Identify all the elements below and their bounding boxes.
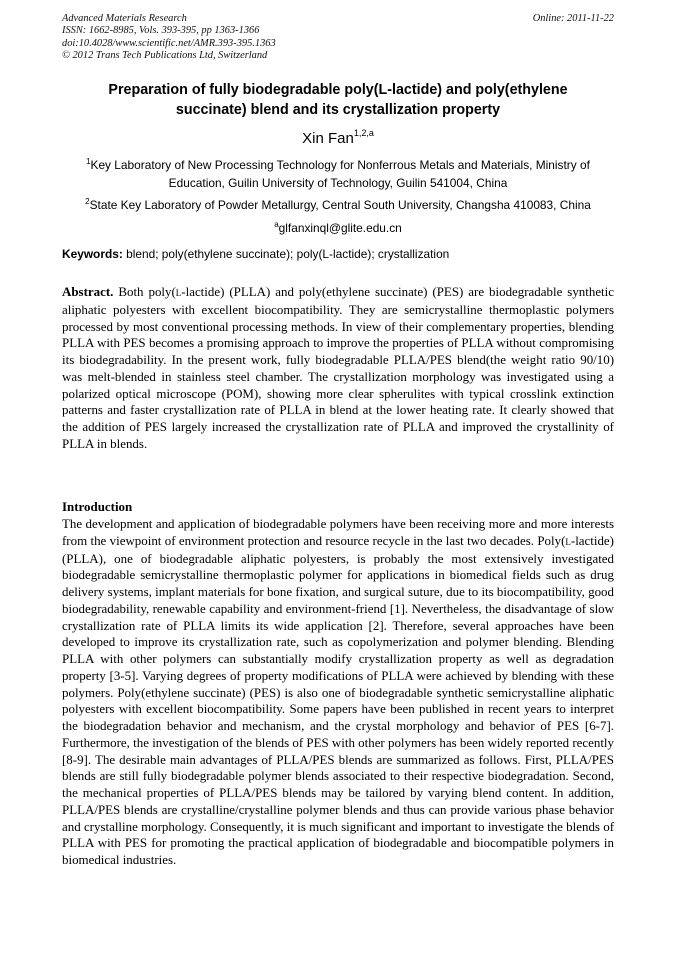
keywords-label: Keywords:: [62, 247, 123, 261]
paper-title: [62, 80, 614, 120]
author-name: Xin Fan: [302, 130, 354, 147]
abstract-text: -lactide) (PLLA) and poly(ethylene succinate) (PES) are biodegradable synthetic aliphatic polyesters with excellent biocompatibility. They are semicrystalline thermoplastic polymers processed by most conventional processing methods. In view of their complementary properties, blending PLLA with PES becomes a promising approach to improve the properties of PLLA without compromising its biodegradability. In the present work, fully biodegradable PLLA/PES blend(the weight ratio 90/10) was melt-blended in stainless steel chamber. The crystallization morphology was investigated using a polarized optical microscope (POM), showing more clear spherulites with typical crosslink extinction patterns and faster crystallization rate of PLLA in blend at the lower heating rate. It clearly showed that the addition of PES largely increased the crystallization rate of PLLA and improved the crystallinity of PLLA in blends.: [62, 284, 614, 451]
keywords: [62, 246, 614, 262]
abstract-text-pre: Both poly(: [118, 284, 176, 299]
introduction-text-2: -lactide) (PLLA), one of biodegradable aliphatic polyesters, is probably the most extensively investigated biodegradable semicrystalline thermoplastic polymer for applications in biomedical fields such as drug delivery systems, implant materials for bone fixation, and surgical suture, due to its biocompatibility, good biodegradability, renewable capability and environment-friend [1]. Nevertheless, the disadvantage of slow crystallization rate of PLLA limits its wide application [2]. Therefore, several approaches have been developed to improve its crystallization rate, such as copolymerization and polymer blending. Blending PLLA with other polymers can substantially modify crystallization property as well as degradation property [3-5]. Varying degrees of property modifications of PLLA were achieved by blending with these polymers. Poly(ethylene succinate) (PES) is also one of biodegradable synthetic semicrystalline aliphatic polyesters with excellent biocompatibility. Some papers have been published in recent years to interpret the biodegradation behavior and mechanism, and the crystal morphology and behavior of PES [6-7]. Furthermore, the investigation of the blends of PES with other polymers has been widely reported recently [8-9]. The desirable main advantages of PLLA/PES blends are summarized as follows. First, PLLA/PES blends are still fully biodegradable polymer blends associated to their respective biodegradation. Second, the mechanical properties of PLLA/PES blends may be tailored by varying blend content. In addition, PLLA/PES blends are crystalline/crystalline polymer blends and thus can provide various phase behavior and crystalline morphology. Consequently, it is much significant and important to investigate the blends of PLLA with PES for promoting the practical application of biodegradable and biocompatible polymers in biomedical industries.: [62, 532, 614, 867]
title-line-1: Preparation of fully biodegradable poly(L-lactide) and poly(ethylene: [108, 82, 568, 98]
abstract-label: Abstract.: [62, 284, 114, 299]
email-text: glfanxinql@glite.edu.cn: [278, 221, 402, 236]
introduction-text-1: The development and application of biodegradable polymers have been receiving more and more interests from the viewpoint of environment protection and resource recycle in the last two decades. Poly(: [62, 516, 614, 548]
author-line: [62, 125, 614, 148]
affiliation-1-text: Key Laboratory of New Processing Technology for Nonferrous Metals and Materials, Ministry of Education, Guilin University of Technology, Guilin 541004, China: [90, 157, 590, 191]
affiliation-1: [62, 153, 614, 193]
affiliation-2-text: State Key Laboratory of Powder Metallurgy, Central South University, Changsha 410083, China: [89, 197, 591, 212]
keywords-text: blend; poly(ethylene succinate); poly(L-lactide); crystallization: [126, 247, 450, 261]
author-email: [62, 216, 614, 237]
affiliation-2: [62, 193, 614, 214]
doi-line: doi:10.4028/www.scientific.net/AMR.393-395.1363: [62, 37, 276, 49]
abstract: [62, 284, 614, 453]
copyright-line: © 2012 Trans Tech Publications Ltd, Switzerland: [62, 49, 268, 61]
affiliations: [62, 153, 614, 238]
affiliation-2-mark: 2: [85, 196, 90, 206]
journal-name: Advanced Materials Research: [62, 13, 187, 24]
affiliation-1-mark: 1: [86, 157, 91, 166]
journal-header: [62, 13, 276, 62]
issn-line: ISSN: 1662-8985, Vols. 393-395, pp 1363-1366: [62, 25, 260, 37]
introduction-small-caps-l: L: [565, 536, 571, 547]
introduction-body: [62, 516, 614, 869]
online-date: Online: 2011-11-22: [532, 13, 614, 24]
abstract-small-caps-l: L: [175, 288, 182, 298]
title-line-2: succinate) blend and its crystallization property: [175, 102, 501, 118]
author-affil-marks: 1,2,a: [353, 128, 374, 138]
introduction-heading: Introduction: [62, 499, 133, 514]
email-mark: a: [274, 220, 279, 230]
